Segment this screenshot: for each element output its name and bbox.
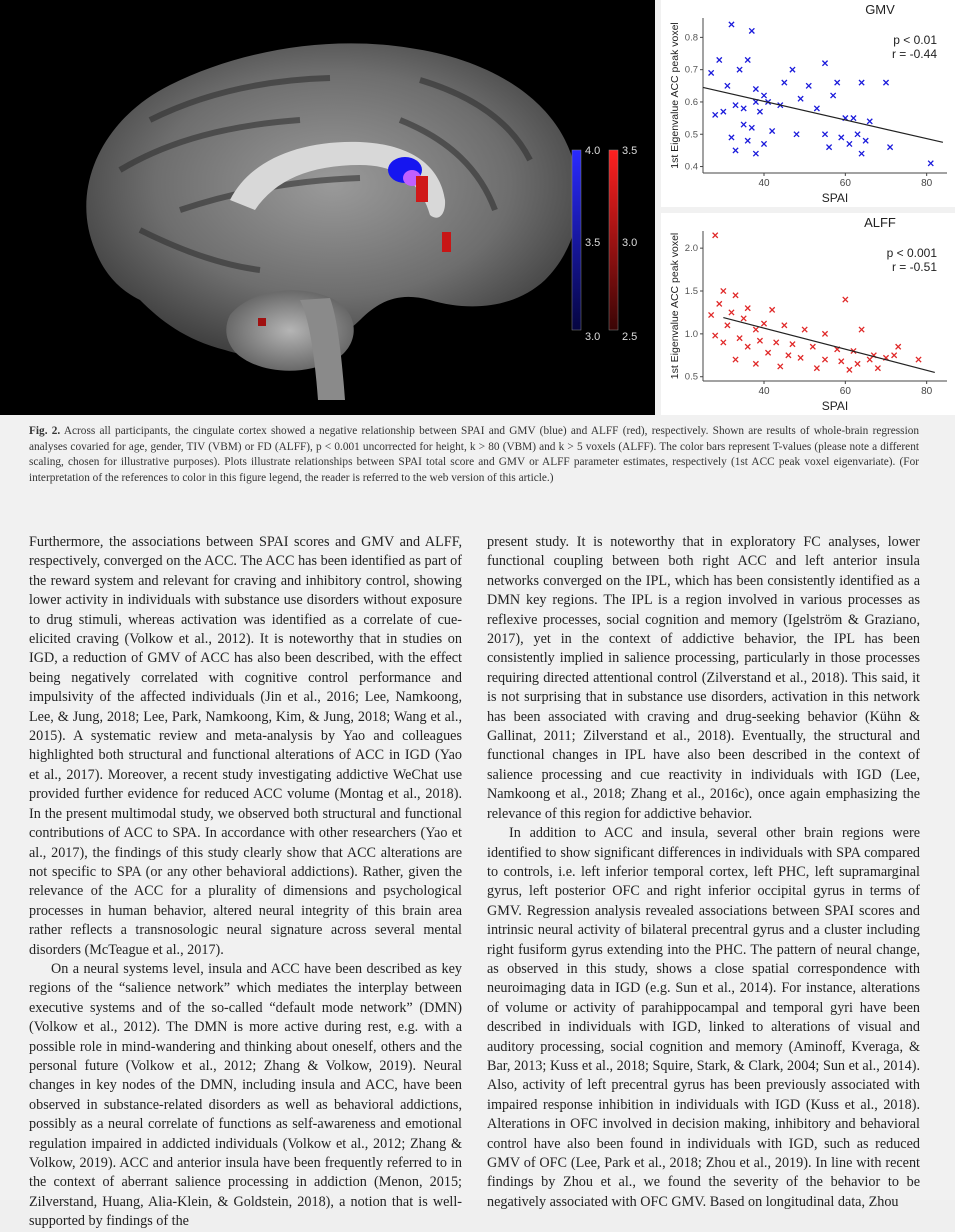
data-point xyxy=(794,132,799,137)
data-point xyxy=(810,344,815,349)
paragraph: Furthermore, the associations between SPAI scores and GMV and ALFF, respectively, converged on the ACC. The ACC has been identified as part of the reward system and relevant for craving and inhibitory control, showing lower activity in individuals with substance use disorders without exposure to drug stimuli, whereas activation was identified as a correlate of cue-elicited craving (Volkow et al., 2012). It is noteworthy that in studies on IGD, a reduction of GMV of ACC has also been described, with the effect being negatively correlated with cognitive control performance and impulsivity of the affected individuals (Jin et al., 2016; Lee, Namkoong, Lee, & Jung, 2018; Lee, Park, Namkoong, Kim, & Jung, 2018; Wang et al., 2015). A systematic review and meta-analysis by Yao and colleagues highlighted both structural and functional alterations of ACC in IGD (Yao et al., 2017). Moreover, a recent study investigating addictive WeChat use provided further evidence for reduced ACC volume (Montag et al., 2018). In the present multimodal study, we observed both structural and functional contributions of ACC to SPA. In accordance with other researchers (Yao et al., 2017), the findings of this study clearly show that ACC alterations are not specific to SPA (or any other behavioral addictions). Rather, given the relevance of the ACC for a plurality of dimensions and psychological processes in human behavior, altered neural integrity of this brain area rather reflects a transnosologic neural signature across several mental disorders (McTeague et al., 2017). xyxy=(29,534,462,958)
data-point xyxy=(745,57,750,62)
data-point xyxy=(745,306,750,311)
data-point xyxy=(733,357,738,362)
data-point xyxy=(814,366,819,371)
colorbar-blue xyxy=(572,150,581,330)
r-value-annotation: r = -0.51 xyxy=(891,260,937,274)
caption-text: Across all participants, the cingulate cortex showed a negative relationship between SPAI and GMV (blue) and ALFF (red), respectively. Shown are results of whole-brain regression analyses covaried for age, gender, TIV (VBM) or FD (ALFF), p < 0.001 uncorrected for height, k > 80 (VBM) and k > 5 voxels (ALFF). The color bars represent T-values (please note a different scaling, chosen for illustrative purposes). Plots illustrate relationships between SPAI total score and GMV or ALFF parameter estimates, respectively (1st ACC peak voxel eigenvariate). (For interpretation of the references to color in this figure legend, the reader is referred to the web version of this article.) xyxy=(29,425,920,484)
data-point xyxy=(725,323,730,328)
data-point xyxy=(790,342,795,347)
data-point xyxy=(790,67,795,72)
data-point xyxy=(875,366,880,371)
data-point xyxy=(851,116,856,121)
data-point xyxy=(741,316,746,321)
data-point xyxy=(765,350,770,355)
data-point xyxy=(822,357,827,362)
x-tick-label: 40 xyxy=(758,386,770,397)
data-point xyxy=(753,151,758,156)
data-point xyxy=(733,293,738,298)
data-point xyxy=(839,359,844,364)
data-point xyxy=(713,112,718,117)
alff-scatter-plot xyxy=(661,213,955,415)
data-point xyxy=(709,312,714,317)
data-point xyxy=(761,141,766,146)
data-point xyxy=(745,344,750,349)
paragraph: present study. It is noteworthy that in exploratory FC analyses, lower functional coupling between both right ACC and left anterior insula networks converged on the IPL, which has been consistently identified as a DMN key regions. The IPL is a region involved in various processes as reflexive processes, social cognition and memory (Igelström & Graziano, 2017), yet in the context of addictive behavior, the IPL has been consistently implied in salience processing, particularly in those processes requiring directed attentional control (Zilverstand et al., 2018). This said, it is not surprising that in substance use disorders, activation in this network has been associated with craving and drug-seeking behavior (Kühn & Gallinat, 2011; Zilverstand et al., 2018). Eventually, the structural and functional changes in IPL have also been described in the context of salience processing and cue reactivity in individuals with IGD (Lee, Namkoong et al., 2018; Zhang et al., 2016c), once again emphasizing the relevance of this region for addictive behavior. xyxy=(487,534,920,822)
data-point xyxy=(782,80,787,85)
data-point xyxy=(887,145,892,150)
data-point xyxy=(859,327,864,332)
data-point xyxy=(729,135,734,140)
y-tick-label: 2.0 xyxy=(684,243,698,255)
data-point xyxy=(745,138,750,143)
chart-title: GMV xyxy=(865,2,895,17)
y-tick-label: 1.5 xyxy=(684,286,698,297)
data-point xyxy=(725,83,730,88)
data-point xyxy=(814,106,819,111)
paragraph: On a neural systems level, insula and ACC have been described as key regions of the “salience network” which mediates the interplay between executive systems and of the so-called “default mode network” (DMN) (Volkow et al., 2012). The DMN is more active during rest, e.g. with a possible role in mind-wandering and thinking about oneself, others and the personal future (Volkow et al., 2012; Zhang & Volkow, 2019). Neural changes in key nodes of the DMN, including insula and ACC, have been observed in substance-related disorders as well as behavioral addictions, possibly as a neural correlate of functions as self-awareness and emotional regulation impaired in addicted individuals (Volkow et al., 2012; Zhang & Volkow, 2019). ACC and anterior insula have been frequently referred to in the context of aberrant salience processing in addiction (Menon, 2015; Zilverstand, Huang, Alia-Klein, & Goldstein, 2018), a notion that is well-supported by findings of the xyxy=(29,960,462,1230)
data-point xyxy=(721,109,726,114)
chart-title: ALFF xyxy=(864,215,896,230)
x-tick-label: 40 xyxy=(758,178,770,189)
figure-2 xyxy=(0,0,955,415)
figure-caption xyxy=(29,424,919,486)
data-point xyxy=(741,122,746,127)
data-point xyxy=(761,93,766,98)
data-point xyxy=(806,83,811,88)
alff-scatter-panel xyxy=(661,213,955,415)
data-point xyxy=(733,103,738,108)
data-point xyxy=(753,86,758,91)
data-point xyxy=(859,80,864,85)
data-point xyxy=(839,135,844,140)
y-tick-label: 0.6 xyxy=(684,96,698,108)
data-point xyxy=(798,96,803,101)
x-tick-label: 80 xyxy=(921,178,933,189)
data-point xyxy=(847,367,852,372)
data-point xyxy=(896,344,901,349)
data-point xyxy=(831,93,836,98)
y-tick-label: 1.0 xyxy=(684,328,698,340)
data-point xyxy=(778,364,783,369)
data-point xyxy=(729,310,734,315)
y-tick-label: 0.7 xyxy=(684,64,698,76)
y-axis-label: 1st Eigenvalue ACC peak voxel xyxy=(669,22,681,169)
data-point xyxy=(721,288,726,293)
data-point xyxy=(737,336,742,341)
caption-label: Fig. 2. xyxy=(29,425,61,437)
data-point xyxy=(826,145,831,150)
data-point xyxy=(741,106,746,111)
y-tick-label: 0.5 xyxy=(684,129,698,141)
data-point xyxy=(737,67,742,72)
data-point xyxy=(855,132,860,137)
data-point xyxy=(717,301,722,306)
data-point xyxy=(798,355,803,360)
data-point xyxy=(713,333,718,338)
colorbar-blue-mid: 3.5 xyxy=(585,237,601,249)
data-point xyxy=(717,57,722,62)
p-value-annotation: p < 0.001 xyxy=(886,246,937,260)
text-column-right xyxy=(487,533,920,1212)
data-point xyxy=(782,323,787,328)
y-tick-label: 0.5 xyxy=(684,371,698,383)
r-value-annotation: r = -0.44 xyxy=(891,47,937,61)
text-column-left xyxy=(29,533,462,1232)
colorbar-red xyxy=(609,150,618,330)
data-point xyxy=(822,331,827,336)
data-point xyxy=(863,138,868,143)
data-point xyxy=(822,132,827,137)
data-point xyxy=(757,338,762,343)
paragraph: In addition to ACC and insula, several other brain regions were identified to show significant differences in individuals with SPA compared to controls, i.e. left inferior temporal cortex, left PHC, left supramarginal gyrus, left posterior OFC and right inferior occipital gyrus in terms of GMV. Regression analysis revealed associations between SPAI scores and intrinsic neural activity of bilateral precentral gyrus and a cluster including right fusiform gyrus extending into the PHC. The pattern of neural change, as observed in this study, shows a close spatial correspondence with neuroimaging data in IGD (e.g. Sun et al., 2014). For instance, alterations of volume or activity of parahippocampal and temporal gyri have been described in individuals with IGD, linked to alterations of visual and auditory processing, social cognition and memory (Aminoff, Kveraga, & Bar, 2013; Kuss et al., 2018; Squire, Stark, & Clark, 2004; Sun et al., 2014). Also, activity of left precentral gyrus has been previously associated with impaired response inhibition in individuals with IGD (Kuss et al., 2018). Alterations in OFC involved in decision making, inhibitory and behavioral control have also been found in individuals with IGD, such as reduced GMV of OFC (Lee, Park et al., 2018; Zhou et al., 2019). In line with recent findings by Zhou et al., we found the severity of the behavior to be negatively associated with OFC GMV. Based on longitudinal data, Zhou xyxy=(487,825,920,1210)
data-point xyxy=(835,80,840,85)
colorbar-red-min: 2.5 xyxy=(622,331,638,343)
data-point xyxy=(770,128,775,133)
y-axis-label: 1st Eigenvalue ACC peak voxel xyxy=(669,232,681,380)
data-point xyxy=(847,141,852,146)
data-point xyxy=(770,307,775,312)
data-point xyxy=(928,161,933,166)
data-point xyxy=(786,353,791,358)
data-point xyxy=(802,327,807,332)
gmv-scatter-panel xyxy=(661,0,955,207)
data-point xyxy=(761,321,766,326)
data-point xyxy=(774,340,779,345)
data-point xyxy=(867,357,872,362)
data-point xyxy=(749,125,754,130)
gmv-scatter-plot xyxy=(661,0,955,207)
colorbar-red-mid: 3.0 xyxy=(622,237,638,249)
colorbar-blue-min: 3.0 xyxy=(585,331,601,343)
data-point xyxy=(721,340,726,345)
colorbar-red-max: 3.5 xyxy=(622,145,638,157)
y-tick-label: 0.8 xyxy=(684,32,698,44)
data-point xyxy=(749,28,754,33)
x-axis-label: SPAI xyxy=(821,191,849,205)
data-point xyxy=(713,233,718,238)
x-tick-label: 60 xyxy=(839,386,851,397)
alff-cluster-red xyxy=(416,176,428,202)
x-tick-label: 80 xyxy=(921,386,933,397)
brain-sagittal-image xyxy=(0,0,655,415)
data-point xyxy=(733,148,738,153)
x-axis-label: SPAI xyxy=(821,399,849,413)
brain-mri-panel xyxy=(0,0,655,415)
data-point xyxy=(843,297,848,302)
data-point xyxy=(753,361,758,366)
data-point xyxy=(709,70,714,75)
regression-line xyxy=(703,87,943,142)
data-point xyxy=(867,119,872,124)
y-tick-label: 0.4 xyxy=(684,161,698,173)
data-point xyxy=(892,353,897,358)
colorbar-blue-max: 4.0 xyxy=(585,145,601,157)
data-point xyxy=(822,61,827,66)
data-point xyxy=(916,357,921,362)
data-point xyxy=(757,109,762,114)
data-point xyxy=(729,22,734,27)
data-point xyxy=(855,361,860,366)
data-point xyxy=(859,151,864,156)
data-point xyxy=(753,327,758,332)
x-tick-label: 60 xyxy=(839,178,851,189)
p-value-annotation: p < 0.01 xyxy=(893,33,937,47)
data-point xyxy=(883,80,888,85)
